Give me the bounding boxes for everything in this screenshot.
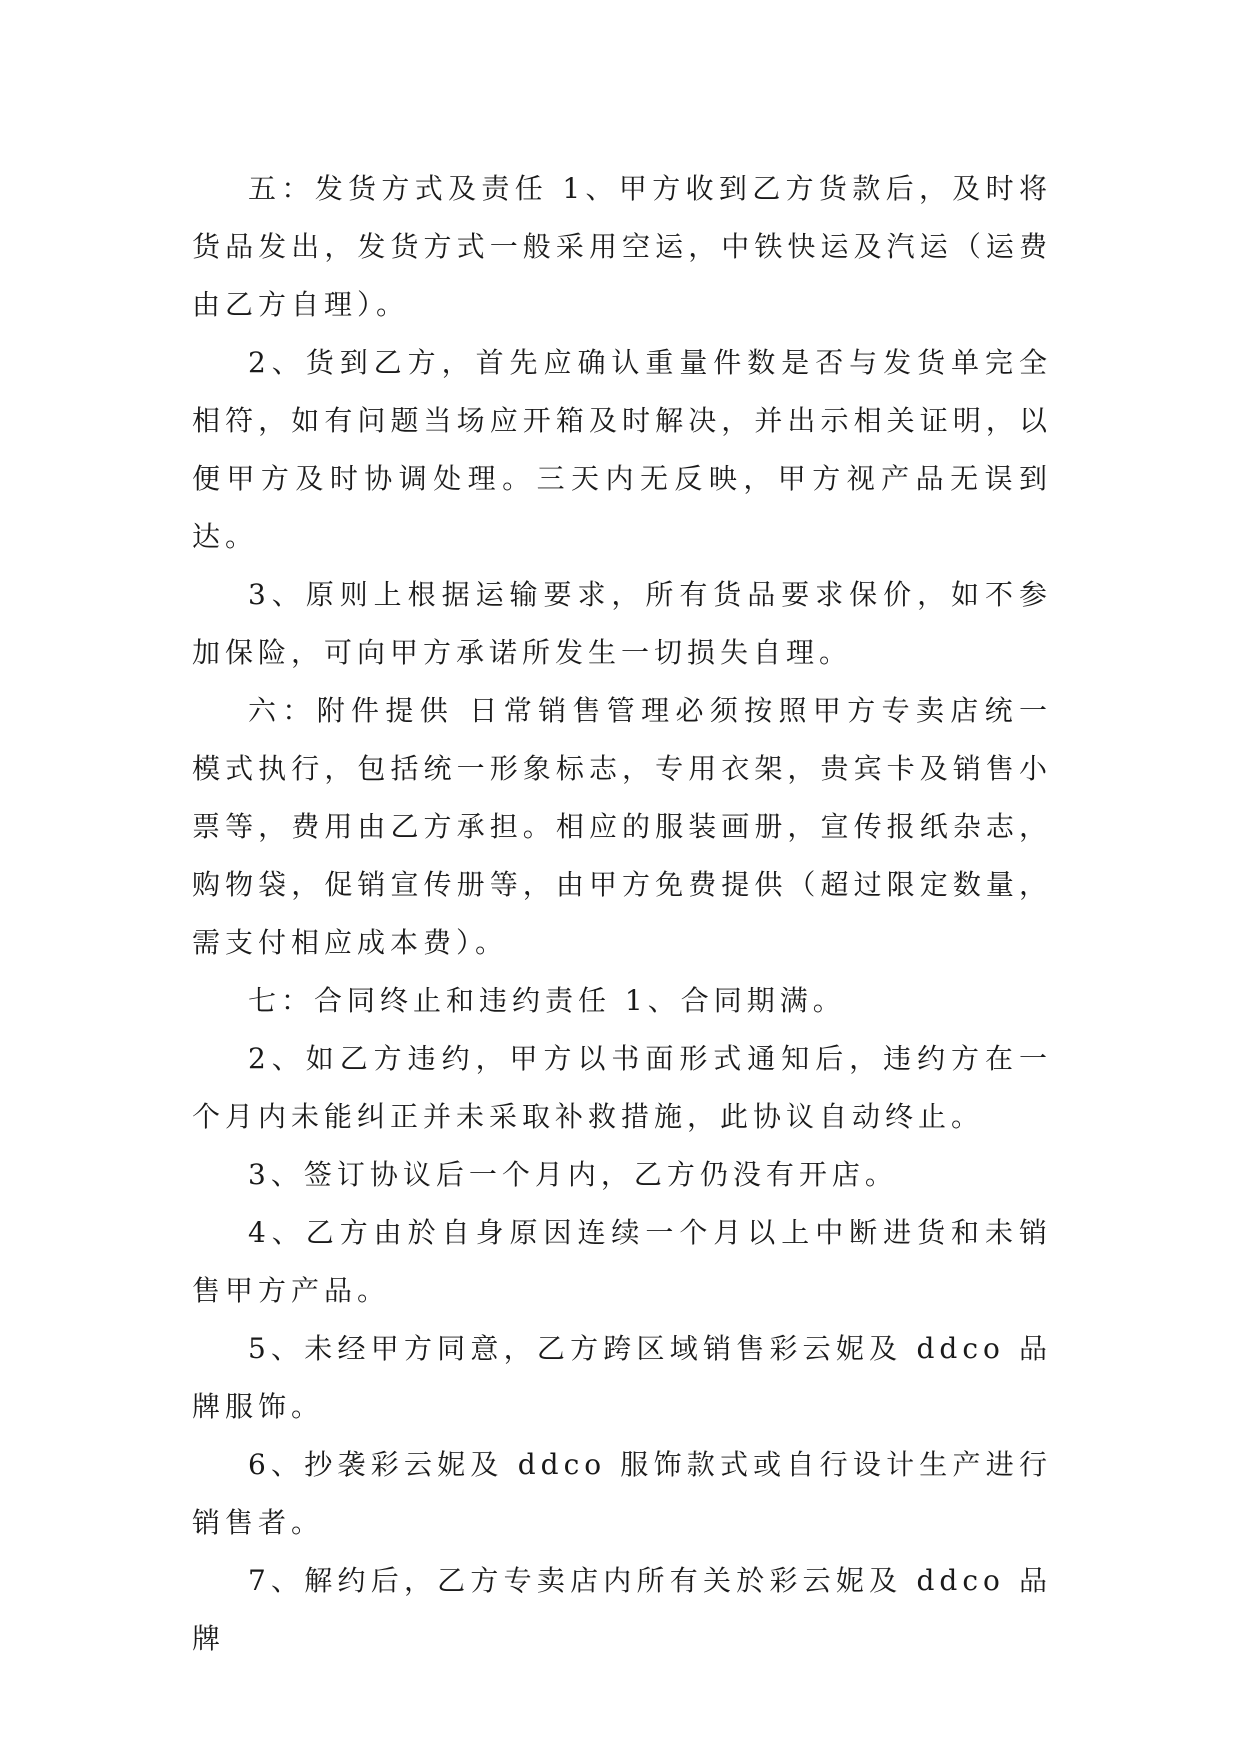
paragraph-copying-designs: 6、抄袭彩云妮及 ddco 服饰款式或自行设计生产进行销售者。: [192, 1448, 1052, 1539]
paragraph-attachments: 六：附件提供 日常销售管理必须按照甲方专卖店统一模式执行，包括统一形象标志，专用衣架，贵宾卡及销售小票等，费用由乙方承担。相应的服装画册，宣传报纸杂志，购物袋，促销宣传册等，由甲方免费提供（超过限定数量，需支付相应成本费）。: [192, 694, 1052, 959]
paragraph-no-store-opened: 3、签订协议后一个月内，乙方仍没有开店。: [248, 1158, 898, 1191]
paragraph-goods-arrival: 2、货到乙方，首先应确认重量件数是否与发货单完全相符，如有问题当场应开箱及时解决，并出示相关证明，以便甲方及时协调处理。三天内无反映，甲方视产品无误到达。: [192, 346, 1052, 553]
paragraph-post-termination: 7、解约后，乙方专卖店内所有关於彩云妮及 ddco 品牌: [192, 1564, 1052, 1655]
document-body: [192, 160, 1052, 1668]
paragraph-termination: 七：合同终止和违约责任 1、合同期满。: [248, 984, 846, 1017]
paragraph-breach: 2、如乙方违约，甲方以书面形式通知后，违约方在一个月内未能纠正并未采取补救措施，此协议自动终止。: [192, 1042, 1052, 1133]
paragraph-shipping-method: 五：发货方式及责任 1、甲方收到乙方货款后，及时将货品发出，发货方式一般采用空运，中铁快运及汽运（运费由乙方自理）。: [192, 172, 1052, 321]
paragraph-cross-region-sales: 5、未经甲方同意，乙方跨区域销售彩云妮及 ddco 品牌服饰。: [192, 1332, 1052, 1423]
paragraph-insurance: 3、原则上根据运输要求，所有货品要求保价，如不参加保险，可向甲方承诺所发生一切损失自理。: [192, 578, 1052, 669]
paragraph-stock-interruption: 4、乙方由於自身原因连续一个月以上中断进货和未销售甲方产品。: [192, 1216, 1052, 1307]
